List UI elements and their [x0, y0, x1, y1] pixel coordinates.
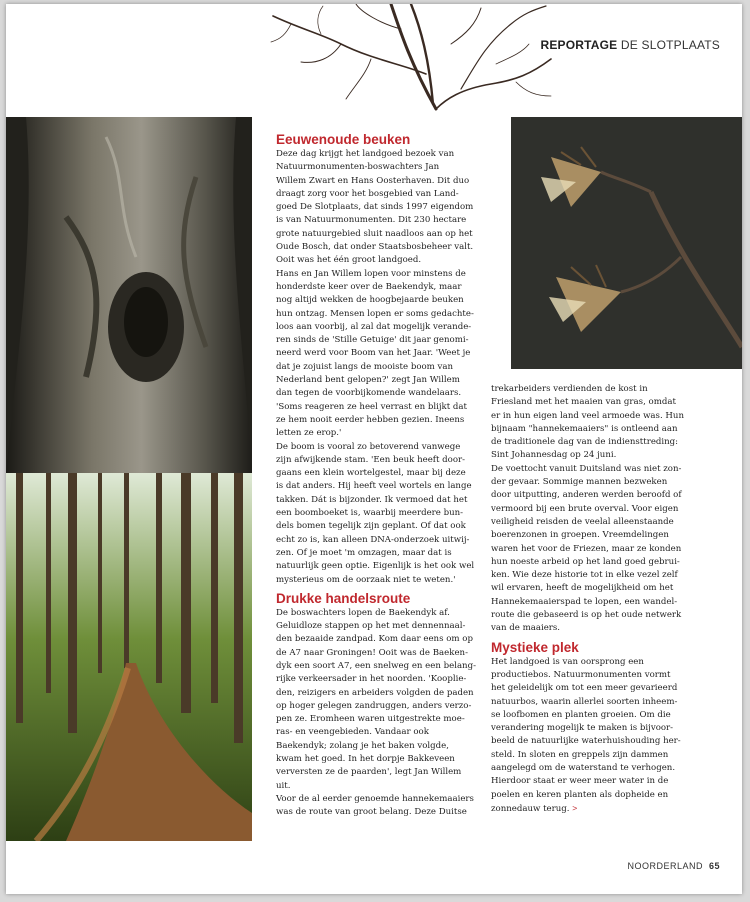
beech-trunk-photo: [6, 117, 252, 473]
beechnut-branch-photo: [511, 117, 742, 369]
paragraph-final: [491, 656, 709, 817]
paragraph-text: Het landgoed is van oorsprong een productiebos. Natuurmonumenten vormt het geleidelijk om tot een meer gevarieerd natuurbos, waarin allerlei soorten inheem- se loofbomen en planten groeien. Om die verandering mogelijk te maken is bijvoor- beeld de natuurlijke waterhuishouding her- steld. In sloten en greppels zijn dammen aangelegd om de waterstand te verhogen. Hierdoor staat er weer meer water in de poelen en keren planten als dopheide en zonnedauw terug.: [491, 656, 681, 814]
article-column-middle: [276, 132, 484, 820]
paragraph: De voettocht vanuit Duitsland was niet zon- der gevaar. Sommige mannen bezweken door uitputting, anderen werden beroofd of vermoord bij een brute overval. Voor eigen veiligheid reisden de veelal alleenstaande boerenzonen in groepen. Vreemdelingen waren het voor de Friezen, maar ze konden hun noeste arbeid op het land goed gebrui- ken. Wie deze historie tot in elke vezel zelf wil ervaren, heeft de mogelijkheid om het Hannekemaaierspad te lopen, een wandel- route die gebaseerd is op het oude netwerk van de maaiers.: [491, 463, 682, 634]
heading-drukke-handelsroute: Drukke handelsroute: [276, 590, 411, 606]
magazine-name: NOORDERLAND: [627, 861, 703, 871]
forest-path-photo: [6, 473, 252, 841]
section-label: REPORTAGE: [540, 38, 618, 52]
end-arrow-icon: >: [572, 802, 578, 813]
paragraph: Voor de al eerder genoemde hannekemaaiers was de route van groot belang. Deze Duitse: [276, 793, 474, 818]
heading-eeuwenoude-beuken: Eeuwenoude beuken: [276, 132, 411, 147]
subsection-label: DE SLOTPLAATS: [620, 38, 720, 52]
paragraph: Deze dag krijgt het landgoed bezoek van Natuurmonumenten-boswachters Jan Willem Zwart en Hans Oosterhaven. Dit duo draagt zorg voor het bosgebied van Land- goed De Slotplaats, dat sinds 1997 eigendom is van Natuurmonumenten. Dit 230 hectare grote natuurgebied sluit naadloos aan op het Oude Bosch, dat onder Staatsbosbeheer valt. Ooit was het één groot landgoed.: [276, 149, 474, 266]
article-column-right: [491, 383, 709, 816]
paragraph: De boswachters lopen de Baekendyk af. Geluidloze stappen op het met dennennaal- den bezaaide zandpad. Kom daar eens om op de A7 naar Groningen! Ooit was de Baeken- dyk een soort A7, een snelweg en een belang- rijke verkeersader in het noorden. 'Kooplie- den, reizigers en arbeiders volgden de paden op hoger gelegen zandruggen, anders verzo- pen ze. Eromheen waren uitgestrekte moe- ras- en veengebieden. Vandaar ook Baekendyk; zolang je het baken volgde, kwam het goed. In het dorpje Bakkeveen verversten ze de paarden', legt Jan Willem uit.: [276, 607, 477, 791]
section-header: [540, 38, 720, 52]
paragraph: De boom is vooral zo betoverend vanwege zijn afwijkende stam. 'Een beuk heeft door- gaans een klein wortelgestel, maar bij deze is dat anders. Hij heeft veel wortels en lange takken. Dát is bijzonder. Ik vermoed dat het een boomboeket is, waarbij meerdere bun- dels bomen tegelijk zijn geplant. Of dat ook echt zo is, kan alleen DNA-onderzoek uitwij- zen. Of je moet 'm omzagen, maar dat is natuurlijk geen optie. Eigenlijk is het ook wel mysterieus om de oorzaak niet te weten.': [276, 441, 475, 585]
paragraph: trekarbeiders verdienden de kost in Friesland met het maaien van gras, omdat er in hun eigen land veel armoede was. Hun bijnaam "hannekemaaiers" is ontleend aan de traditionele dag van de indiensttreding: Sint Johannesdag op 24 juni.: [491, 384, 684, 461]
paragraph: Hans en Jan Willem lopen voor minstens de honderdste keer over de Baekendyk, maar nog altijd wekken de hoogbejaarde beuken hun ontzag. Mensen lopen er soms gedachte- loos aan voorbij, al zal dat mogelijk verande- ren sinds de 'Stille Getuige' dit jaar genomi- neerd werd voor Boom van het Jaar. 'Weet je dat je zojuist langs de mooiste boom van Nederland bent gelopen?' zegt Jan Willem dan tegen de voorbijkomende wandelaars. 'Soms reageren ze heel verrast en blijkt dat ze hem nooit eerder hebben gezien. Ineens letten ze erop.': [276, 268, 474, 439]
heading-mystieke-plek: Mystieke plek: [491, 639, 579, 655]
roots-illustration: [261, 4, 561, 116]
page-number: 65: [708, 861, 720, 871]
page-footer: [627, 861, 720, 871]
magazine-page: [6, 4, 742, 894]
